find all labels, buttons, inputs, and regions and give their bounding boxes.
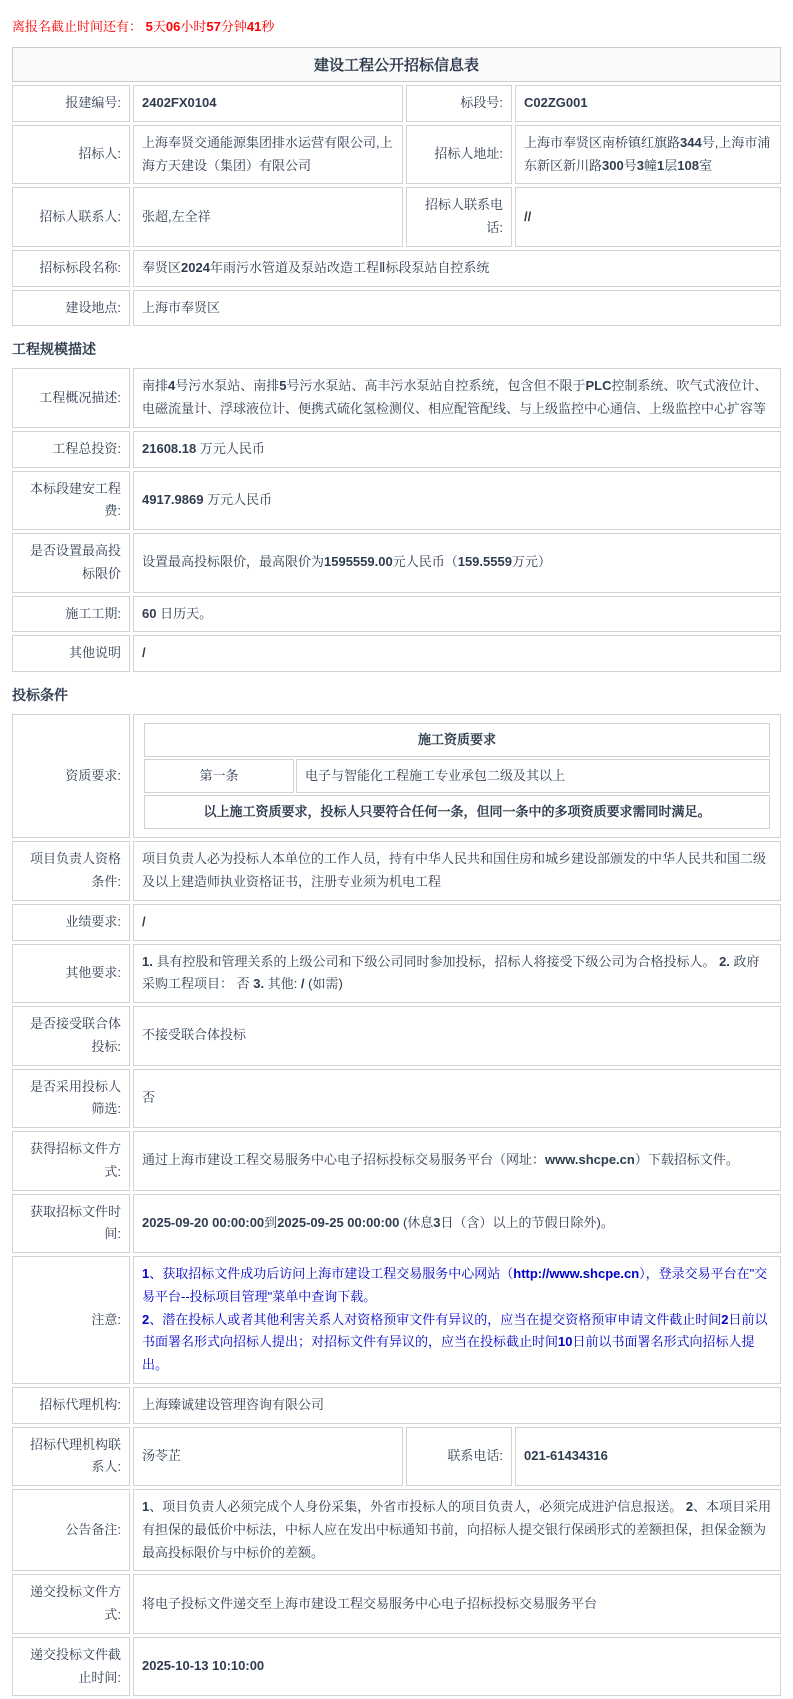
agency-contact-label: 招标代理机构联系人: <box>12 1427 130 1487</box>
table-row <box>12 250 781 287</box>
announcement-label: 公告备注: <box>12 1489 130 1571</box>
table-row <box>12 85 781 122</box>
text-segment: 2 <box>685 1499 694 1515</box>
text-segment: 将电子投标文件递交至上海市建设工程交易服务中心电子招标投标交易服务平台 <box>142 1595 598 1611</box>
text-segment: 日历天。 <box>156 605 213 621</box>
text-segment: 天 <box>152 19 166 34</box>
text-segment: 1. <box>142 953 153 969</box>
table-row <box>12 368 781 428</box>
text-segment: 万元） <box>511 554 551 570</box>
text-segment: 分钟 <box>220 19 247 34</box>
text-segment: ），登录交易平台在"交易平台--投标项目管理"菜单中查询下载。 <box>142 1266 768 1304</box>
table-row <box>12 1637 781 1697</box>
table-row <box>12 904 781 941</box>
text-segment: 控制系统、吹气式液位计、电磁流量计、浮球液位计、便携式硫化氢检测仪、相应配管配线、与上级监控中心通信、上级监控中心扩容等 <box>142 378 768 416</box>
text-segment: 日前以书面署名形式向招标人提出。 <box>142 1334 755 1373</box>
text-segment: PLC <box>585 378 612 394</box>
agency-phone-value <box>515 1427 781 1487</box>
table-row <box>12 1574 781 1634</box>
obtain-time-value <box>133 1194 781 1254</box>
qualification-inner-header: 施工资质要求 <box>144 723 770 757</box>
text-segment: 政府采购工程项目： 否 <box>142 953 760 992</box>
text-segment: 2 <box>142 1311 150 1327</box>
text-segment: 2025-10-13 10:10:00 <box>142 1658 265 1674</box>
qualification-item-text: 电子与智能化工程施工专业承包二级及其以上 <box>296 759 770 793</box>
text-segment: 300 <box>602 157 624 173</box>
table-row <box>12 1387 781 1424</box>
text-segment: 2402FX0104 <box>142 95 217 110</box>
table-row <box>12 290 781 327</box>
text-segment: 3 <box>636 157 644 173</box>
obtain-method-label: 获得招标文件方式: <box>12 1131 130 1191</box>
table-row <box>12 1489 781 1571</box>
text-segment: / <box>300 976 305 992</box>
registration-deadline-countdown <box>12 16 781 35</box>
overview-value <box>133 368 781 428</box>
text-segment: 到 <box>264 1214 278 1230</box>
text-segment: C02ZG001 <box>524 95 588 110</box>
agency-phone-label: 联系电话: <box>406 1427 512 1487</box>
leader-qualification-label: 项目负责人资格条件: <box>12 841 130 901</box>
lot-number-label: 标段号: <box>406 85 512 122</box>
price-ceiling-label: 是否设置最高投标限价 <box>12 533 130 593</box>
other-notes-value <box>133 635 781 672</box>
project-scale-table <box>9 365 784 675</box>
table-row <box>12 125 781 185</box>
text-segment: 、项目负责人必须完成个人身份采集，外省市投标人的项目负责人，必须完成进沪信息报送。 <box>149 1499 686 1515</box>
text-segment: 06 <box>165 19 181 34</box>
text-segment: 2024 <box>181 259 210 275</box>
text-segment: 上海市奉贤区南桥镇红旗路 <box>524 134 681 150</box>
text-segment: 年雨污水管道及泵站改造工程Ⅱ标段泵站自控系统 <box>209 259 490 275</box>
text-segment: 021-61434316 <box>524 1447 608 1463</box>
text-segment: 上海臻诚建设管理咨询有限公司 <box>142 1396 325 1412</box>
text-segment: 秒 <box>261 19 275 34</box>
table-row <box>12 944 781 1004</box>
notice-label: 注意: <box>12 1256 130 1384</box>
qualification-inner-table <box>142 721 772 831</box>
tenderer-phone-label: 招标人联系电话: <box>406 187 512 247</box>
text-segment: 万元人民币 <box>203 491 273 507</box>
table-row <box>12 714 781 838</box>
text-segment: 离报名截止时间还有： <box>12 19 146 34</box>
text-segment: 344 <box>680 134 702 150</box>
table-row <box>12 841 781 901</box>
tenderer-value <box>133 125 403 185</box>
text-segment: (休息 <box>399 1214 434 1230</box>
text-segment: 其他: <box>264 976 301 992</box>
text-segment: 4 <box>168 378 176 394</box>
text-segment: 幢 <box>643 157 657 173</box>
text-segment: 5 <box>145 19 153 34</box>
table-row <box>12 1194 781 1254</box>
obtain-method-value <box>133 1131 781 1191</box>
leader-qualification-value <box>133 841 781 901</box>
duration-label: 施工工期: <box>12 596 130 633</box>
table-row <box>144 795 770 829</box>
qualification-value <box>133 714 781 838</box>
table-row <box>12 1069 781 1129</box>
agency-contact-value <box>133 1427 403 1487</box>
submit-deadline-label: 递交投标文件截止时间: <box>12 1637 130 1697</box>
text-segment: 元人民币（ <box>392 554 458 570</box>
text-segment: 159.5559 <box>457 554 512 570</box>
shcpe-url: www.shcpe.cn <box>545 1152 635 1168</box>
tenderer-contact-label: 招标人联系人: <box>12 187 130 247</box>
text-segment: 通过上海市建设工程交易服务中心电子招标投标交易服务平台（网址： <box>142 1152 546 1168</box>
lot-number-value <box>515 85 781 122</box>
text-segment: 不接受联合体投标 <box>142 1027 247 1043</box>
submit-method-value <box>133 1574 781 1634</box>
table-row <box>144 759 770 793</box>
performance-value <box>133 904 781 941</box>
section-heading-conditions: 投标条件 <box>12 687 68 703</box>
text-segment: 汤苓芷 <box>142 1447 182 1463</box>
total-investment-value <box>133 431 781 468</box>
text-segment: 2025-09-20 00:00:00 <box>142 1214 265 1230</box>
table-row <box>12 187 781 247</box>
text-segment: 1 <box>142 1266 150 1282</box>
text-segment: 室 <box>698 157 712 173</box>
basic-info-table <box>9 82 784 329</box>
other-requirements-label: 其他要求: <box>12 944 130 1004</box>
text-segment: 项目负责人必为投标人本单位的工作人员，持有中华人民共和国住房和城乡建设部颁发的中华人民共和国二级及以上建造师执业资格证书，注册专业须为机电工程 <box>142 851 767 890</box>
text-segment: 4917.9869 <box>142 491 204 507</box>
text-segment: 2025-09-25 00:00:00 <box>277 1214 400 1230</box>
tenderer-phone-value <box>515 187 781 247</box>
text-segment: 号,上海市浦东新区新川路 <box>524 134 771 173</box>
consortium-value <box>133 1006 781 1066</box>
text-segment: 、获取招标文件成功后访问上海市建设工程交易服务中心网站（ <box>149 1266 514 1282</box>
location-value <box>133 290 781 327</box>
text-segment: 41 <box>246 19 262 34</box>
table-row <box>12 1131 781 1191</box>
bidding-conditions-table <box>9 711 784 1699</box>
text-segment: / <box>142 645 146 661</box>
text-segment: 日（含）以上的节假日除外)。 <box>440 1214 614 1230</box>
table-row <box>12 431 781 468</box>
submit-deadline-value <box>133 1637 781 1697</box>
consortium-label: 是否接受联合体投标: <box>12 1006 130 1066</box>
project-number-label: 报建编号: <box>12 85 130 122</box>
text-segment: 小时 <box>180 19 207 34</box>
agency-value <box>133 1387 781 1424</box>
qualification-item-number: 第一条 <box>144 759 294 793</box>
agency-label: 招标代理机构: <box>12 1387 130 1424</box>
text-segment: 57 <box>206 19 221 34</box>
table-row <box>12 1427 781 1487</box>
tenderer-contact-value <box>133 187 403 247</box>
text-segment: (如需) <box>304 976 343 992</box>
page-title: 建设工程公开招标信息表 <box>12 47 781 82</box>
construction-cost-value <box>133 471 781 531</box>
tenderer-address-label: 招标人地址: <box>406 125 512 185</box>
text-segment: 2. <box>719 953 730 969</box>
text-segment: 1 <box>656 157 665 173</box>
duration-value <box>133 596 781 633</box>
announcement-value <box>133 1489 781 1571</box>
lot-name-value <box>133 250 781 287</box>
text-segment: 3 <box>433 1214 441 1230</box>
table-row <box>12 1256 781 1384</box>
text-segment: 21608.18 <box>142 440 197 456</box>
text-segment: 10 <box>558 1334 573 1350</box>
tenderer-address-value <box>515 125 781 185</box>
text-segment: 万元人民币 <box>196 440 265 456</box>
text-segment: 张超,左全祥 <box>142 208 211 224</box>
text-segment: 1 <box>142 1499 150 1515</box>
qualification-inner-footer: 以上施工资质要求，投标人只要符合任何一条，但同一条中的多项资质要求需同时满足。 <box>144 795 770 829</box>
text-segment: 号 <box>623 157 637 173</box>
table-row <box>144 723 770 757</box>
text-segment: 1595559.00 <box>324 554 393 570</box>
text-segment: 108 <box>677 157 699 173</box>
text-segment: 层 <box>664 157 678 173</box>
table-row <box>12 1006 781 1066</box>
overview-label: 工程概况描述: <box>12 368 130 428</box>
table-row <box>12 635 781 672</box>
text-segment: 号污水泵站、高丰污水泵站自控系统，包含但不限于 <box>286 378 586 394</box>
text-segment: // <box>524 208 532 224</box>
shcpe-link[interactable]: http://www.shcpe.cn <box>513 1266 640 1282</box>
text-segment: 3. <box>253 976 265 992</box>
table-row <box>12 471 781 531</box>
section-heading-scale: 工程规模描述 <box>12 341 96 358</box>
text-segment: 60 <box>142 605 157 621</box>
construction-cost-label: 本标段建安工程费: <box>12 471 130 531</box>
submit-method-label: 递交投标文件方式: <box>12 1574 130 1634</box>
text-segment: 5 <box>279 378 287 394</box>
bid-info-page <box>0 16 793 1699</box>
table-row <box>12 533 781 593</box>
obtain-time-label: 获取招标文件时间: <box>12 1194 130 1254</box>
other-notes-label: 其他说明 <box>12 635 130 672</box>
text-segment: 南排 <box>142 378 169 394</box>
tenderer-label: 招标人: <box>12 125 130 185</box>
text-segment: 具有控股和管理关系的上级公司和下级公司同时参加投标，招标人将接受下级公司为合格投标人。 <box>152 953 720 969</box>
lot-name-label: 招标标段名称: <box>12 250 130 287</box>
location-label: 建设地点: <box>12 290 130 327</box>
text-segment: / <box>142 913 146 929</box>
text-segment: 上海奉贤交通能源集团排水运营有限公司,上海方天建设（集团）有限公司 <box>142 134 393 173</box>
text-segment: 日前以书面署名形式向招标人提出；对招标文件有异议的，应当在投标截止时间 <box>142 1311 768 1350</box>
text-segment: 、潜在投标人或者其他利害关系人对资格预审文件有异议的，应当在提交资格预审申请文件截止时间 <box>149 1311 722 1327</box>
table-row <box>12 596 781 633</box>
other-requirements-value <box>133 944 781 1004</box>
notice-value <box>133 1256 781 1384</box>
text-segment: 、本项目采用有担保的最低价中标法，中标人应在发出中标通知书前，向招标人提交银行保函形式的差额担保，担保金额为最高投标限价与中标价的差额。 <box>142 1499 772 1560</box>
screening-label: 是否采用投标人筛选: <box>12 1069 130 1129</box>
text-segment: 否 <box>142 1089 156 1105</box>
price-ceiling-value <box>133 533 781 593</box>
project-number-value <box>133 85 403 122</box>
text-segment: 上海市奉贤区 <box>142 299 221 315</box>
text-segment: 奉贤区 <box>142 259 182 275</box>
performance-label: 业绩要求: <box>12 904 130 941</box>
total-investment-label: 工程总投资: <box>12 431 130 468</box>
text-segment: 设置最高投标限价，最高限价为 <box>142 554 325 570</box>
screening-value <box>133 1069 781 1129</box>
text-segment: ）下载招标文件。 <box>634 1152 739 1168</box>
text-segment: 号污水泵站、南排 <box>175 378 280 394</box>
qualification-label: 资质要求: <box>12 714 130 838</box>
text-segment: 2 <box>721 1311 729 1327</box>
